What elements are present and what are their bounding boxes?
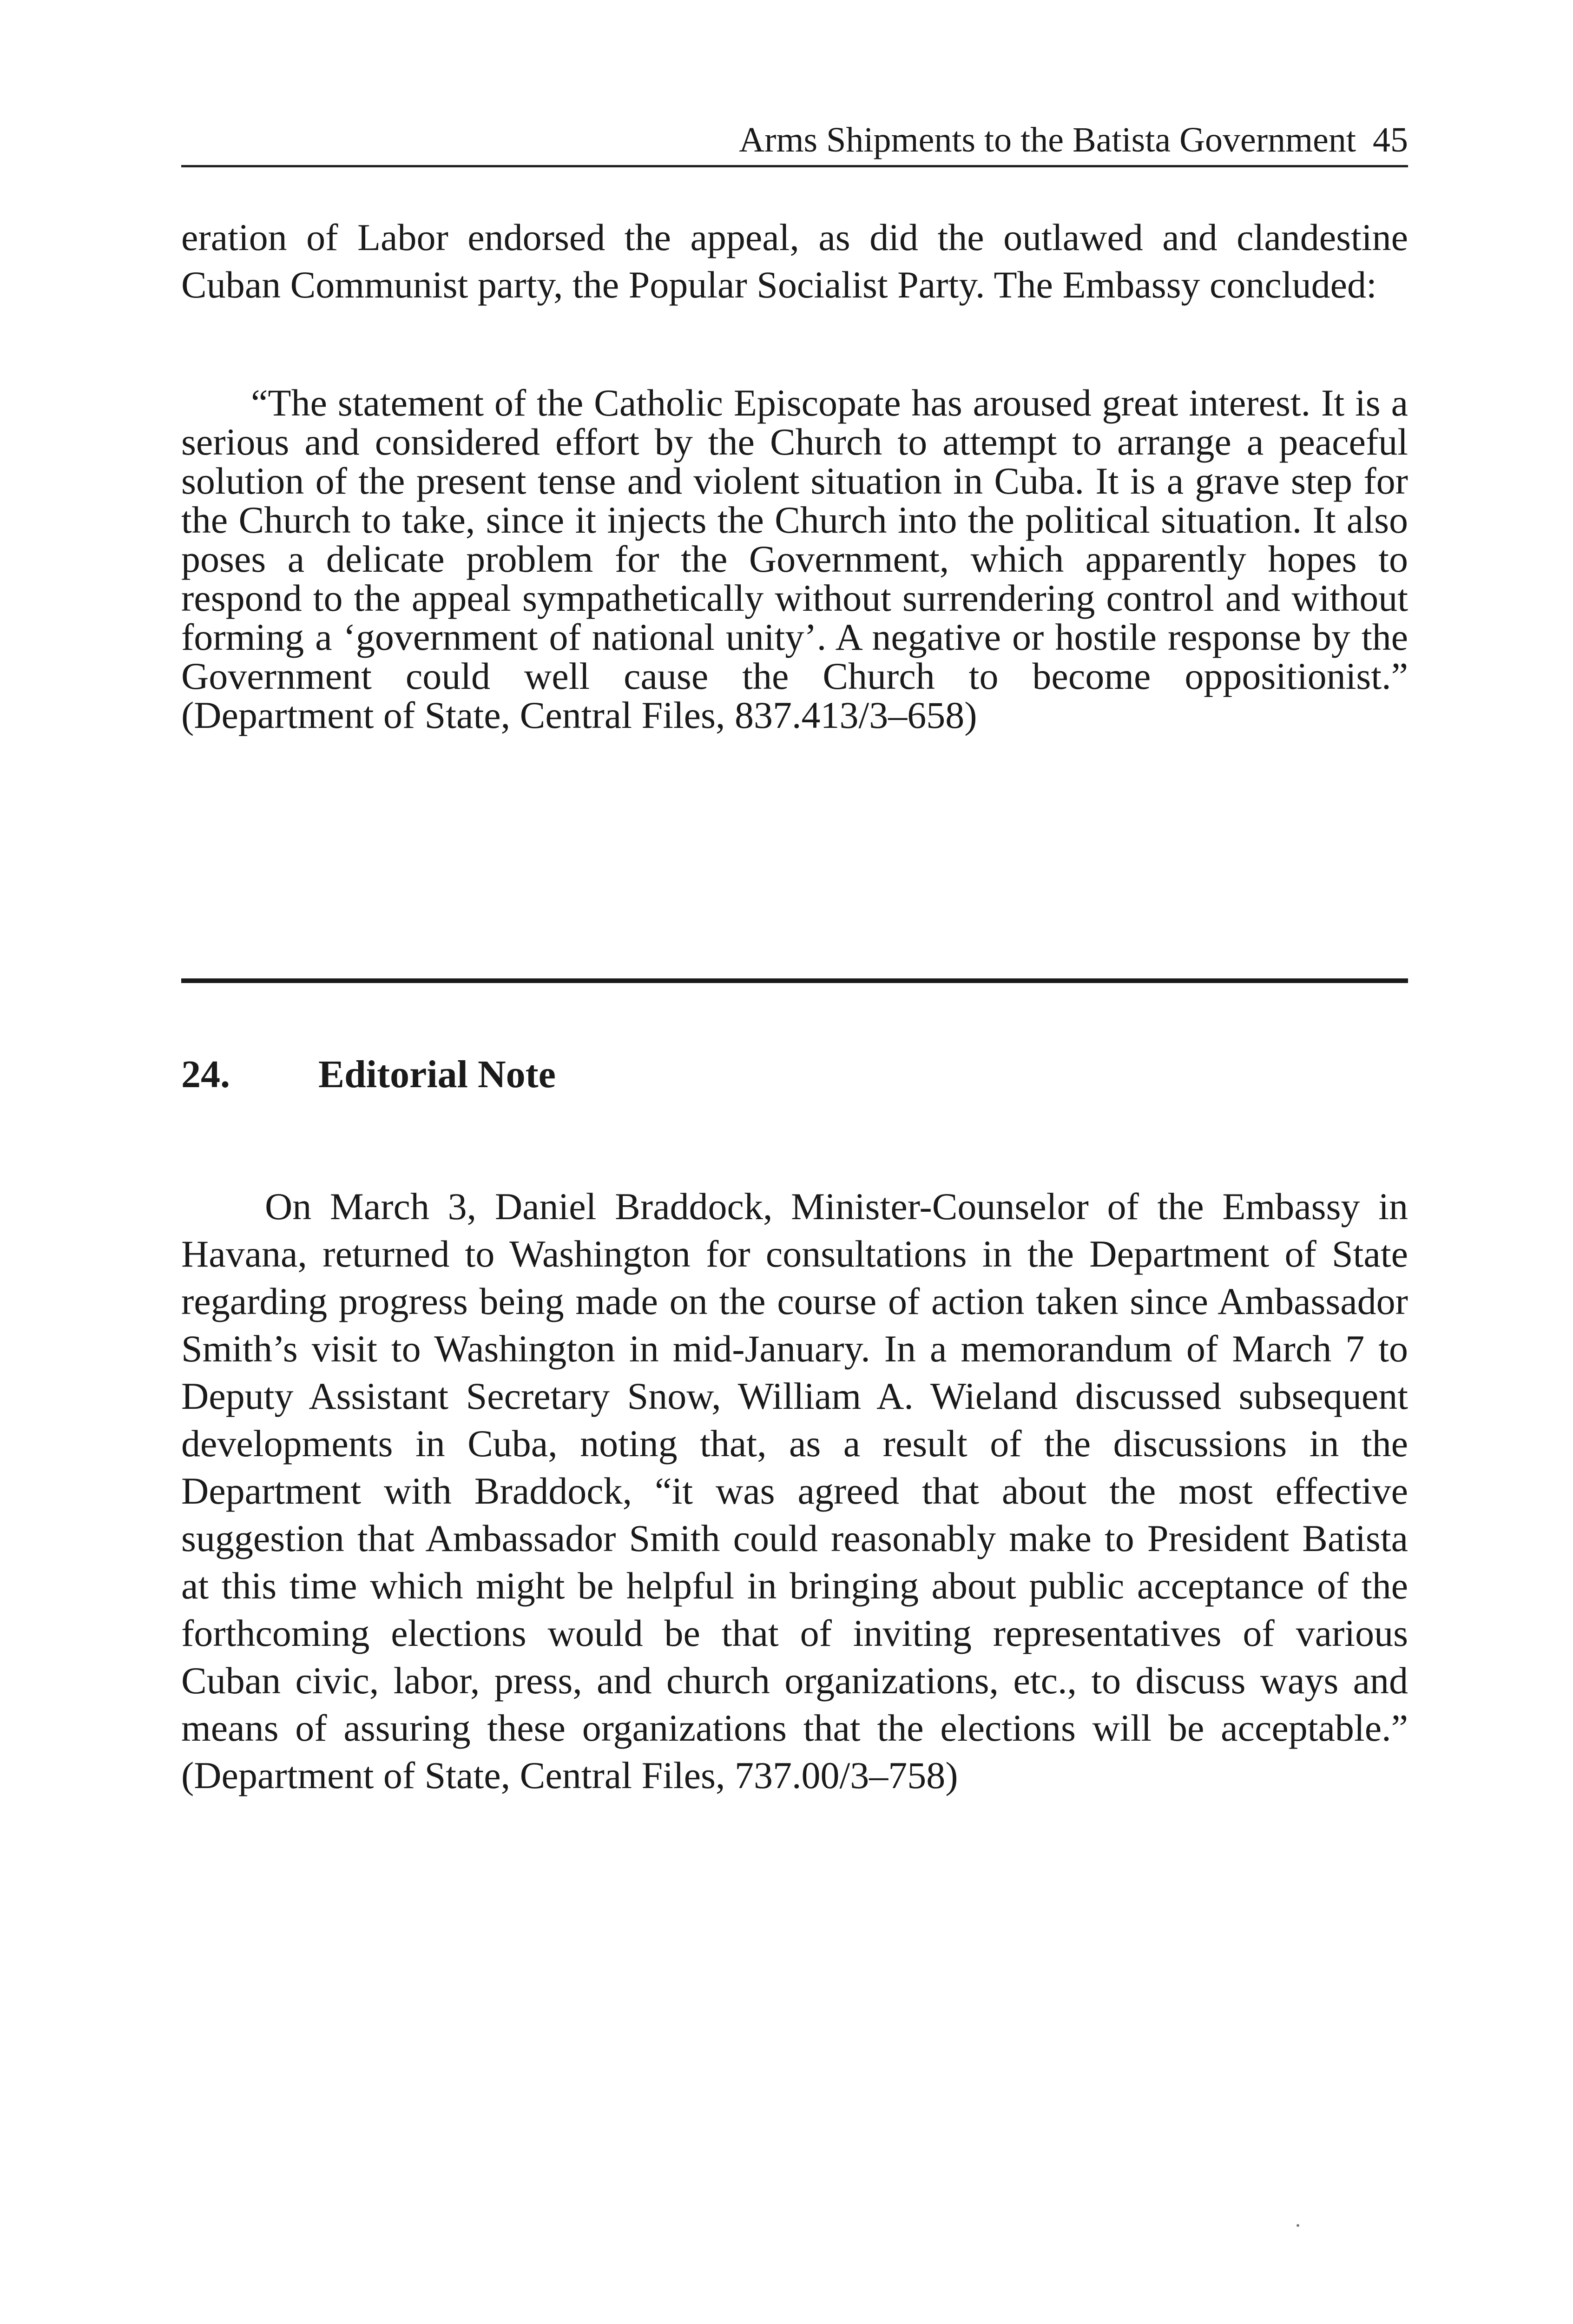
- embassy-quote: [181, 383, 1408, 735]
- scan-speck: [1297, 2224, 1299, 2227]
- section-title: Editorial Note: [318, 1053, 556, 1096]
- editorial-note-paragraph: [181, 1183, 1408, 1799]
- running-header: [181, 119, 1408, 167]
- running-title: Arms Shipments to the Batista Government: [739, 120, 1356, 159]
- quote-text: “The statement of the Catholic Episcopate has aroused great interest. It is a serious and considered effort by the Church to attempt to arrange a peaceful solution of the present tense and violent situation in Cuba. It is a grave step for the Church to take, since it injects the Church into the political situation. It also poses a delicate problem for the Government, which apparently hopes to respond to the appeal sympathetically without surrendering control and without forming a ‘government of national unity’. A negative or hostile response by the Government could well cause the Church to become oppositionist.” (Department of State, Central Files, 837.413/3–658): [181, 382, 1408, 736]
- editorial-note-text: On March 3, Daniel Braddock, Minister-Counselor of the Embassy in Havana, returned to Washington for consultations in the Department of State regarding progress being made on the course of action taken since Ambassador Smith’s visit to Washington in mid-January. In a memorandum of March 7 to Deputy Assistant Secretary Snow, William A. Wieland discussed subsequent developments in Cuba, noting that, as a result of the discussions in the Department with Braddock, “it was agreed that about the most effective suggestion that Ambassador Smith could reasonably make to President Batista at this time which might be helpful in bringing about public acceptance of the forthcoming elections would be that of inviting representatives of various Cuban civic, labor, press, and church organizations, etc., to discuss ways and means of assuring these organizations that the elections will be acceptable.” (Department of State, Central Files, 737.00/3–758): [181, 1185, 1408, 1796]
- section-heading: [181, 1055, 556, 1094]
- section-divider: [181, 978, 1408, 983]
- page-number: 45: [1373, 120, 1408, 159]
- section-number: 24.: [181, 1053, 230, 1096]
- intro-paragraph: eration of Labor endorsed the appeal, as did the outlawed and clandestine Cuban Communist party, the Popular Socialist Party. The Embassy concluded:: [181, 216, 1408, 306]
